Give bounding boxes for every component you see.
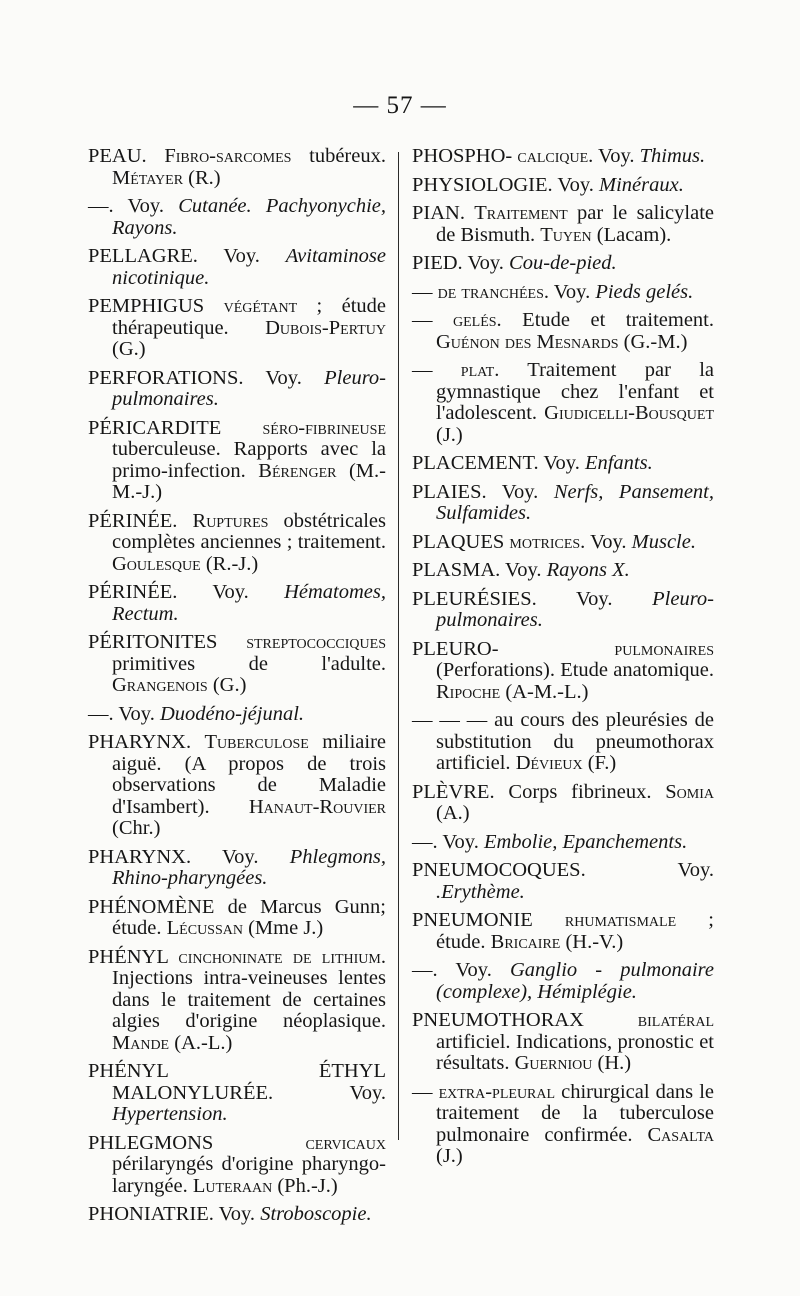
entry-cross-reference: Duodéno-jéjunal. <box>159 702 305 725</box>
entry-author: Hanaut-Rouvier <box>248 795 386 818</box>
index-entry <box>412 310 714 353</box>
index-entry <box>88 511 386 576</box>
entry-heading: PHONIATRIE. <box>88 1203 214 1225</box>
entry-cross-reference: Phlegmons, Rhino-pharyngées. <box>112 845 386 889</box>
index-entry <box>88 847 386 890</box>
entry-text: par le salicylate de Bismuth. <box>436 202 714 246</box>
index-entry <box>412 282 714 304</box>
entry-cross-reference: Stroboscopie. <box>260 1203 372 1225</box>
index-entry <box>88 1133 386 1198</box>
entry-subheading: Traitement <box>474 202 568 224</box>
entry-text: Voy. <box>177 581 285 603</box>
entry-text: ; étude. <box>436 909 714 953</box>
index-entry <box>88 146 386 189</box>
entry-heading: PELLAGRE. <box>88 245 198 267</box>
entry-subheading: streptococciques <box>246 631 386 653</box>
entry-cross-reference: Pleuro-pulmonaires. <box>112 366 386 410</box>
entry-author-initials: (G.-M.) <box>618 330 688 353</box>
entry-text: Voy. <box>273 1081 386 1104</box>
index-entry <box>88 632 386 697</box>
entry-text: Etude et traitement. <box>501 309 715 331</box>
index-entry <box>412 482 714 525</box>
index-entry <box>412 832 714 854</box>
entry-heading: PÉRINÉE. <box>88 509 178 532</box>
index-entry <box>412 589 714 632</box>
entry-heading: PEAU. <box>88 145 147 167</box>
entry-heading: PHOSPHO- <box>412 145 513 167</box>
entry-heading: PLEURO- <box>412 637 499 660</box>
entry-cross-reference: Minéraux. <box>599 173 684 196</box>
entry-subheading: cervicaux <box>305 1131 386 1154</box>
entry-author-initials: (G.) <box>112 338 146 360</box>
entry-heading: — <box>412 280 433 303</box>
entry-author-initials: (R.) <box>183 166 221 189</box>
index-entry <box>412 1082 714 1168</box>
entry-subheading: Tuberculose <box>204 731 309 753</box>
entry-author: Tuyen <box>540 223 592 246</box>
entry-cross-reference: Ganglio - pulmonaire (complexe), Hémiplégie. <box>436 959 714 1003</box>
page-number: — 57 — <box>353 92 447 119</box>
entry-text: Voy. <box>197 245 286 267</box>
entry-text: Voy. <box>593 145 640 167</box>
index-entry <box>412 532 714 554</box>
entry-cross-reference: Enfants. <box>584 452 653 474</box>
entry-author-initials: (Mme J.) <box>242 917 324 939</box>
entry-cross-reference: Cutanée. Pachyonychie, Rayons. <box>112 195 386 239</box>
index-entry <box>412 960 714 1003</box>
entry-text: Corps fibrineux. <box>494 780 666 803</box>
index-entry <box>412 782 714 825</box>
entry-author-initials: (Lacam). <box>591 223 672 246</box>
entry-cross-reference: Muscle. <box>631 530 696 553</box>
entry-author: Métayer <box>112 166 184 189</box>
entry-text: Voy. <box>536 587 653 610</box>
entry-author: Casalta <box>647 1123 714 1146</box>
entry-text: Voy. <box>437 830 484 853</box>
entry-text: Voy. <box>113 702 160 725</box>
index-entry <box>88 947 386 1055</box>
right-column <box>412 146 714 1175</box>
entry-author-initials: (H.-V.) <box>560 930 624 953</box>
index-entry <box>412 860 714 903</box>
index-entry <box>412 253 714 275</box>
entry-heading: PLACEMENT. <box>412 452 539 474</box>
entry-heading: —. <box>412 959 438 981</box>
entry-heading: PHLEGMONS <box>88 1131 214 1154</box>
entry-text: Voy. <box>462 252 510 274</box>
entry-heading: PHÉNYL ÉTHYL MALONYLURÉE. <box>88 1060 386 1104</box>
column-divider <box>398 152 399 1140</box>
entry-author: Dévieux <box>515 752 583 774</box>
entry-subheading: bilatéral <box>637 1009 714 1031</box>
index-entry <box>88 368 386 411</box>
entry-author-initials: (J.) <box>436 423 463 446</box>
entry-author-initials: (Ph.-J.) <box>272 1174 338 1197</box>
entry-author-initials: (A.) <box>436 802 470 824</box>
entry-author: Goulesque <box>112 552 201 575</box>
entry-text: Voy. <box>500 559 547 581</box>
entry-text: au cours des pleurésies de substitution du pneumothorax artificiel. <box>436 709 715 774</box>
entry-cross-reference: Hypertension. <box>112 1103 228 1125</box>
entry-cross-reference: Embolie, Epanchements. <box>483 830 688 853</box>
entry-heading: PHÉNYL <box>88 945 169 968</box>
entry-heading: — — — <box>412 709 488 731</box>
entry-cross-reference: .Erythème. <box>436 880 525 903</box>
entry-heading: PNEUMOCOQUES. <box>412 859 586 881</box>
entry-heading: —. <box>412 830 438 853</box>
entry-subheading: motrices. <box>509 530 586 553</box>
entry-heading: —. <box>88 702 114 725</box>
entry-text: tubéreux. <box>291 145 386 167</box>
entry-text: tuberculeuse. Rapports avec la primo-infection. <box>112 438 386 482</box>
entry-cross-reference: Pieds gelés. <box>595 280 694 303</box>
index-entry <box>88 246 386 289</box>
entry-heading: — <box>412 359 433 381</box>
index-entry <box>412 910 714 953</box>
index-entry <box>88 732 386 840</box>
entry-author-initials: (G.) <box>207 674 247 696</box>
entry-heading: —. <box>88 195 114 217</box>
entry-cross-reference: Avitaminose nicotinique. <box>112 245 386 289</box>
entry-text: Voy. <box>538 452 585 474</box>
entry-cross-reference: Nerfs, Pansement, Sulfamides. <box>436 480 714 524</box>
entry-author: Bérenger <box>258 459 337 482</box>
entry-text: obstétricales complètes anciennes ; traitement. <box>112 509 386 553</box>
entry-text: Voy. <box>585 530 632 553</box>
index-entry <box>88 1061 386 1126</box>
entry-text: Voy. <box>113 195 179 217</box>
index-entry <box>412 639 714 704</box>
entry-subheading: Fibro-sarcomes <box>164 145 292 167</box>
entry-heading: PLÈVRE. <box>412 780 495 803</box>
entry-author-initials: (R.-J.) <box>200 552 259 575</box>
entry-author: Luteraan <box>192 1174 273 1197</box>
entry-author-initials: (A.-L.) <box>169 1031 233 1054</box>
entry-subheading: de tranchées. <box>437 280 549 303</box>
entry-cross-reference: Pleuro-pulmonaires. <box>436 587 714 631</box>
entry-subheading: pulmonaires <box>614 637 714 660</box>
entry-author-initials: (M.-M.-J.) <box>112 459 386 503</box>
entry-author: Guerniou <box>514 1052 593 1074</box>
entry-author-initials: (J.) <box>436 1145 463 1167</box>
entry-subheading: extra-pleural <box>438 1080 556 1103</box>
entry-subheading: calcique. <box>517 145 594 167</box>
entry-subheading: plat. <box>460 359 500 381</box>
entry-text: Voy. <box>437 959 510 981</box>
index-entry <box>412 360 714 446</box>
entry-author: Somia <box>665 780 714 803</box>
entry-heading: PNEUMONIE <box>412 909 533 931</box>
entry-author: Guénon des Mesnards <box>436 330 619 353</box>
entry-text: Voy. <box>213 1203 261 1225</box>
entry-text: Voy. <box>552 173 599 196</box>
entry-text: Voy. <box>585 859 714 881</box>
index-entry <box>412 453 714 475</box>
entry-subheading: Ruptures <box>192 509 269 532</box>
entry-author: Bricaire <box>490 930 561 953</box>
index-entry <box>88 897 386 940</box>
index-entry <box>412 203 714 246</box>
entry-author: Grangenois <box>112 674 208 696</box>
index-entry <box>88 1204 386 1226</box>
entry-cross-reference: Hématomes, Rectum. <box>112 581 386 625</box>
entry-heading: — <box>412 1080 433 1103</box>
entry-heading: PLAQUES <box>412 530 505 553</box>
entry-text: Voy. <box>549 280 596 303</box>
entry-text: périlaryngés d'origine pharyngo-laryngée. <box>112 1153 386 1197</box>
entry-author: Dubois-Pertuy <box>265 316 386 339</box>
entry-heading: PHARYNX. <box>88 845 192 868</box>
entry-heading: PNEUMOTHORAX <box>412 1009 584 1031</box>
entry-subheading: rhumatismale <box>564 909 677 931</box>
index-entry <box>412 1010 714 1075</box>
entry-subheading: gelés. <box>453 309 502 331</box>
entry-text: chirurgical dans le traitement de la tuberculose pulmonaire confirmée. <box>436 1080 715 1146</box>
entry-text: Traitement par la gymnastique chez l'enfant et l'adolescent. <box>436 359 714 424</box>
entry-text: de Marcus Gunn; étude. <box>112 895 386 939</box>
entry-heading: — <box>412 309 433 331</box>
entry-author-initials: (A-M.-L.) <box>500 680 589 703</box>
entry-text: (Perforations). Etude anatomique. <box>436 659 714 681</box>
index-entry <box>88 296 386 361</box>
entry-heading: PLASMA. <box>412 559 501 581</box>
entry-text: miliaire aiguë. (A propos de trois observations de Maladie d'Isambert). <box>112 731 386 818</box>
left-column <box>88 146 386 1233</box>
entry-heading: PIAN. <box>412 202 465 224</box>
entry-heading: PLEURÉSIES. <box>412 587 537 610</box>
entry-author: Mande <box>112 1031 170 1054</box>
entry-heading: PHYSIOLOGIE. <box>412 173 553 196</box>
index-entry <box>88 196 386 239</box>
entry-author: Giudicelli-Bousquet <box>544 402 714 424</box>
entry-text: Voy. <box>486 480 554 503</box>
entry-text: Voy. <box>243 366 325 389</box>
entry-cross-reference: Cou-de-pied. <box>509 252 617 274</box>
entry-subheading: végétant <box>223 295 298 317</box>
entry-subheading: séro-fibrineuse <box>262 416 386 439</box>
entry-cross-reference: Thimus. <box>639 145 706 167</box>
index-entry <box>88 582 386 625</box>
index-entry <box>412 175 714 197</box>
entry-text: Voy. <box>191 845 290 868</box>
entry-subheading: cinchoninate de lithium. <box>178 945 386 968</box>
entry-heading: PEMPHIGUS <box>88 295 205 317</box>
entry-author-initials: (H.) <box>592 1052 632 1074</box>
index-entry <box>412 710 714 775</box>
entry-text: primitives de l'adulte. <box>112 652 386 675</box>
index-entry <box>412 560 714 582</box>
entry-author-initials: (Chr.) <box>112 817 161 839</box>
entry-author: Lécussan <box>166 917 243 939</box>
entry-heading: PIED. <box>412 252 463 274</box>
entry-cross-reference: Rayons X. <box>546 559 630 581</box>
entry-heading: PERFORATIONS. <box>88 366 244 389</box>
entry-text: artificiel. Indications, pronostic et résultats. <box>436 1030 714 1074</box>
entry-heading: PHÉNOMÈNE <box>88 895 215 918</box>
index-entry <box>412 146 714 168</box>
entry-heading: PÉRINÉE. <box>88 581 178 603</box>
entry-text: ; étude thérapeutique. <box>112 295 386 339</box>
entry-text: Injections intra-veineuses lentes dans le traitement de certaines algies d'origine néoplasique. <box>112 967 386 1032</box>
entry-heading: PÉRICARDITE <box>88 416 222 439</box>
index-entry <box>88 704 386 726</box>
entry-heading: PÉRITONITES <box>88 631 218 653</box>
index-entry <box>88 418 386 504</box>
entry-heading: PLAIES. <box>412 480 487 503</box>
entry-author-initials: (F.) <box>582 752 617 774</box>
entry-author: Ripoche <box>436 680 501 703</box>
entry-heading: PHARYNX. <box>88 731 192 753</box>
